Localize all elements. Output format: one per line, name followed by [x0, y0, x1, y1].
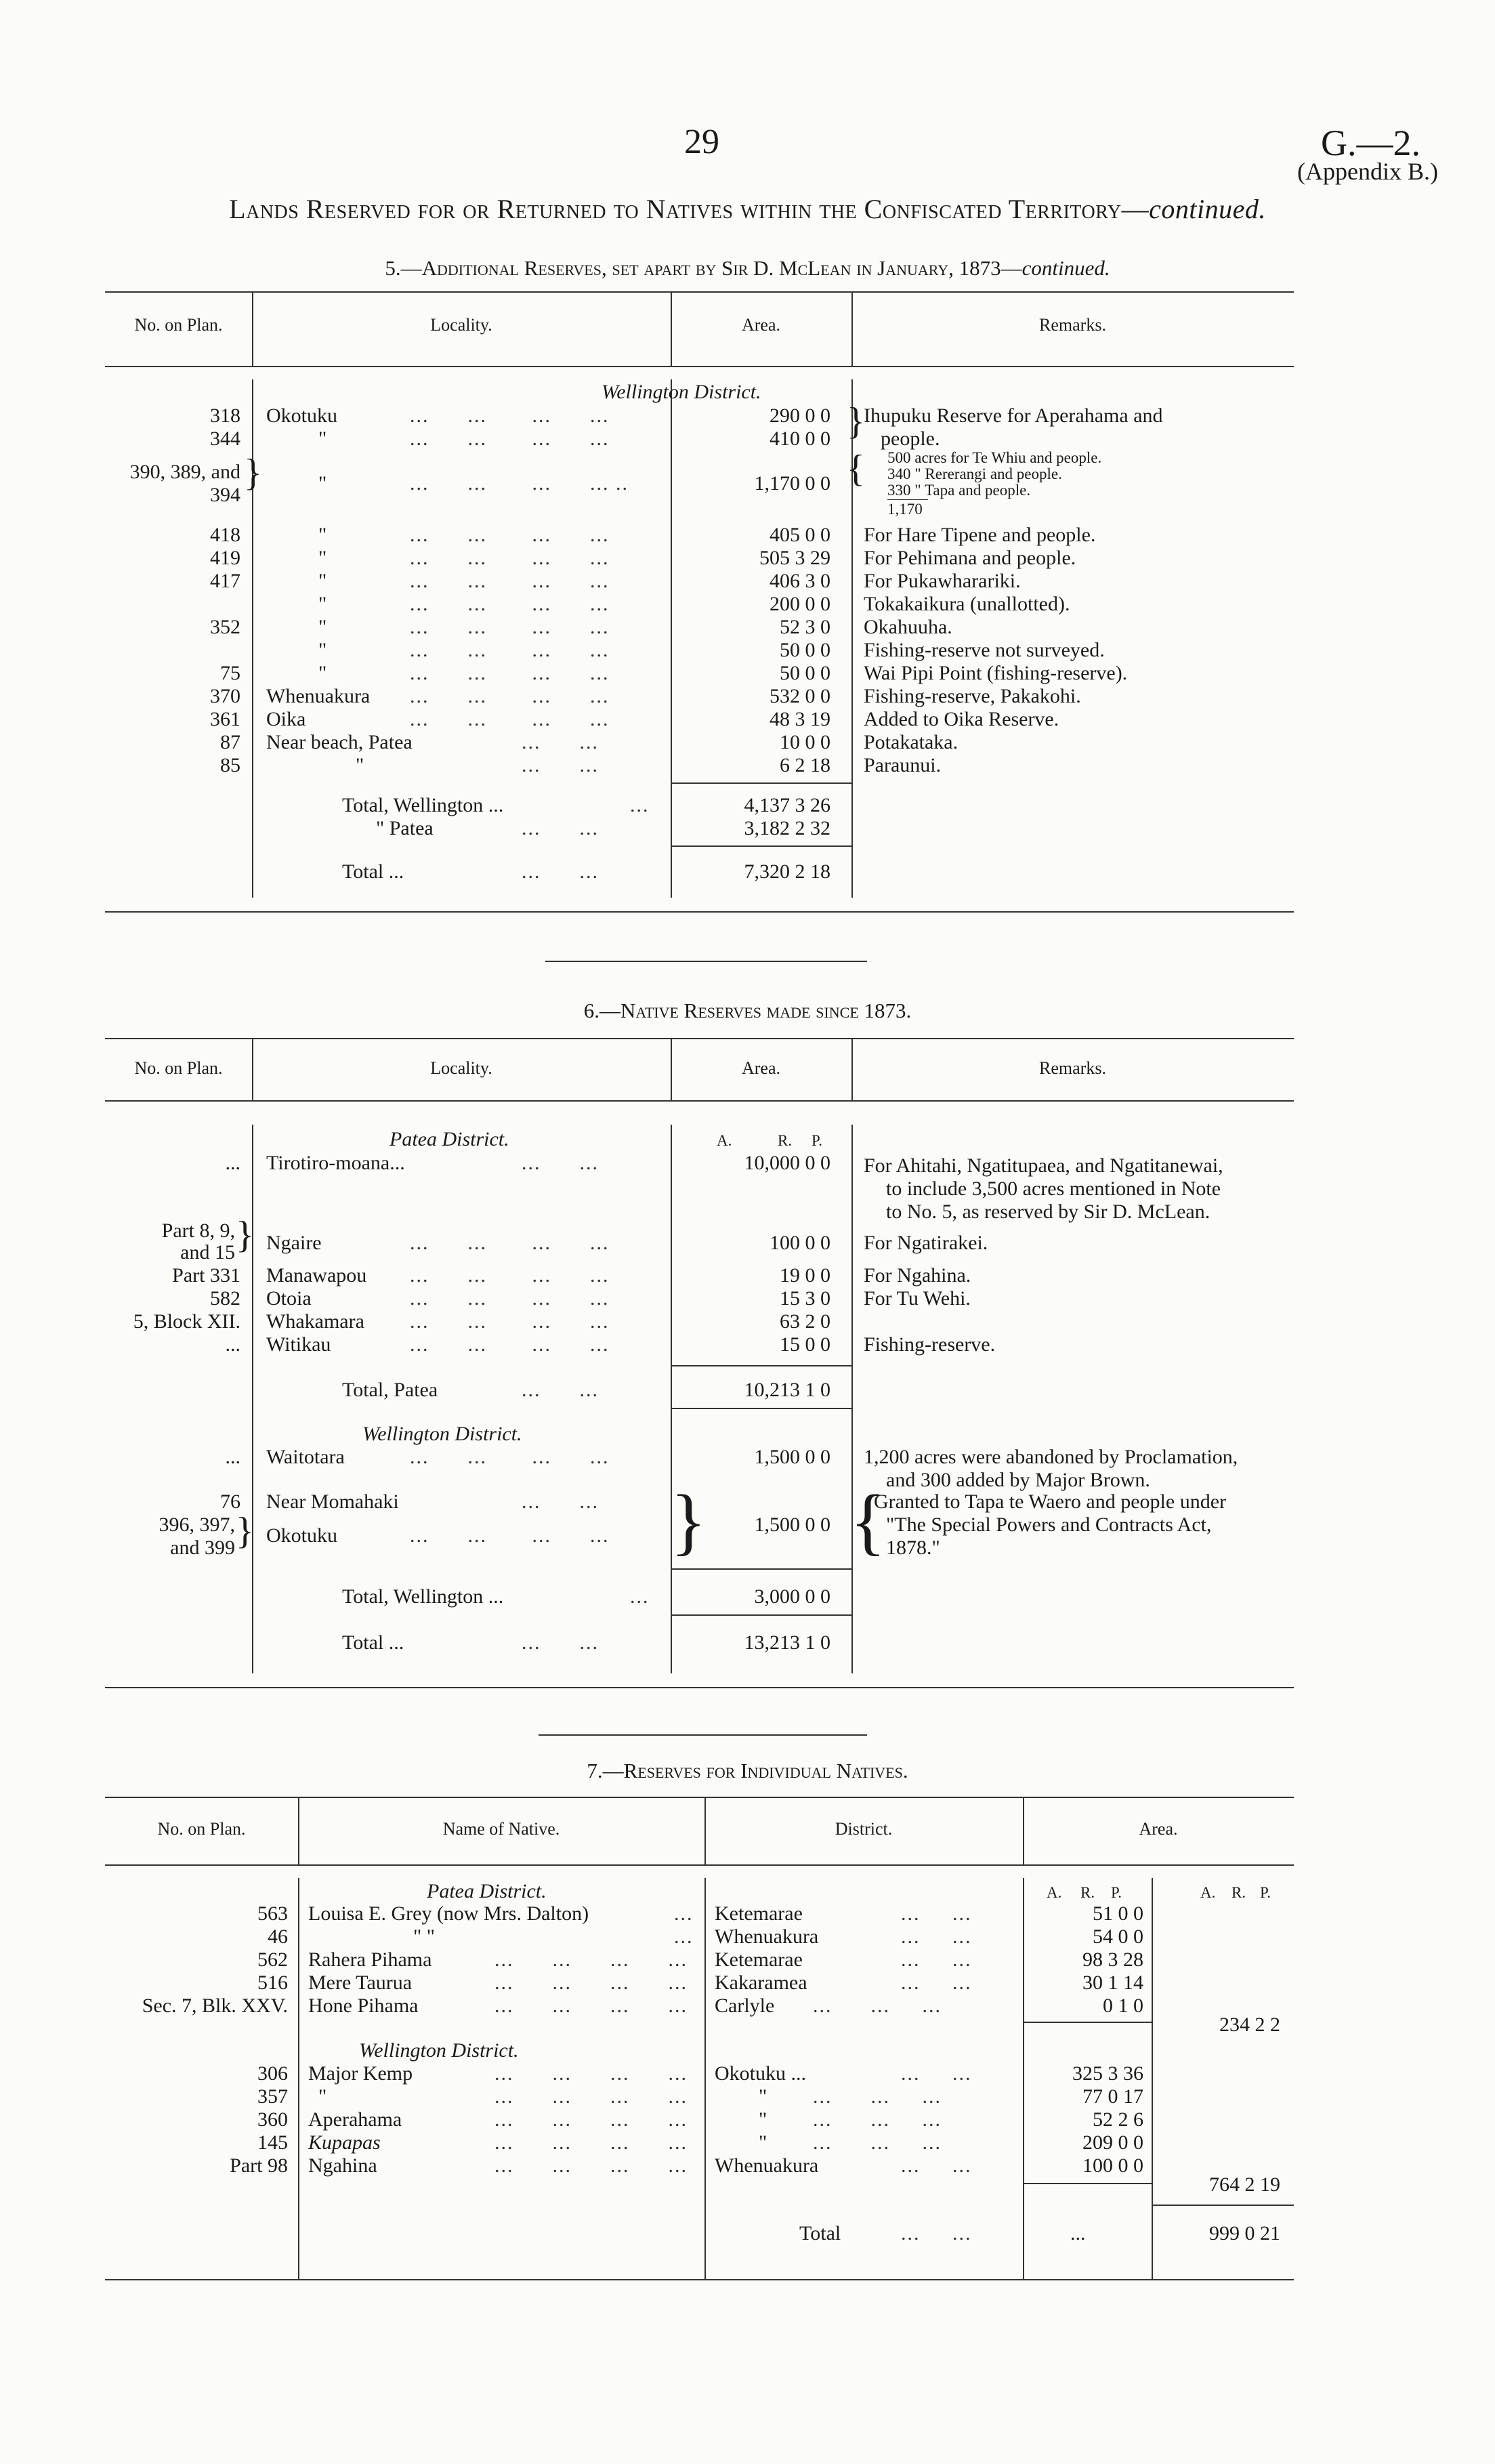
table-row-remark: Fishing-reserve not surveyed.	[864, 639, 1105, 661]
brace: }	[847, 400, 865, 442]
total-area: 10,213 1 0	[744, 1379, 830, 1401]
rule	[105, 1038, 1294, 1039]
leader-dots: ... ... ...	[813, 2085, 942, 2108]
table-row-area: 51 0 0	[1093, 1902, 1143, 1925]
divider	[671, 379, 672, 898]
section5-title: 5.—Additional Reserves, set apart by Sir D. McLean in January, 1873—continued.	[385, 256, 1110, 280]
leader-dots: ...	[674, 1902, 694, 1925]
total-area: 7,320 2 18	[744, 860, 830, 883]
table-row-area: 50 0 0	[780, 662, 830, 684]
leader-dots: ... ... ...	[813, 2131, 942, 2154]
table-row-area: 410 0 0	[770, 427, 830, 450]
table-row-locality: Near Momahaki	[266, 1490, 399, 1513]
col-header-locality: Locality.	[430, 315, 492, 335]
table-row-name: Major Kemp	[308, 2062, 413, 2085]
leader-dots: ... ...	[901, 1925, 972, 1948]
table-row-area: 1,170 0 0	[754, 472, 830, 495]
table-row-remark: Ihupuku Reserve for Aperahama and	[864, 404, 1163, 427]
table-row-plan: 87	[220, 731, 240, 753]
table-row-remark: For Ngatirakei.	[864, 1232, 988, 1254]
leader-dots: ... ... ... ...	[494, 2062, 688, 2085]
total-label: Total	[799, 2222, 841, 2244]
table-row-district: "	[759, 2131, 767, 2154]
leader-dots: ... ... ...	[813, 1995, 942, 2017]
brace: {	[850, 1480, 886, 1562]
rule	[105, 911, 1294, 913]
table-row-locality: Tirotiro-moana...	[266, 1152, 405, 1174]
rule	[671, 1568, 851, 1570]
table-row-area: 10 0 0	[780, 731, 830, 753]
table-row-district: Kakaramea	[715, 1971, 807, 1994]
rule	[887, 499, 928, 500]
table-row-area: 77 0 17	[1082, 2085, 1143, 2108]
area-unit-perches: P.	[1260, 1884, 1271, 1901]
table-row-plan: 562	[257, 1948, 288, 1971]
table-row-area: 505 3 29	[759, 547, 830, 569]
district-heading: Wellington District.	[602, 381, 761, 403]
rule	[671, 1408, 851, 1409]
table-row-name: Rahera Pihama	[308, 1948, 432, 1971]
table-row-district: Carlyle	[715, 1995, 775, 2017]
col-header-name: Name of Native.	[442, 1819, 560, 1839]
table-row-plan: 5, Block XII.	[133, 1310, 240, 1333]
table-row-locality: Whenuakura	[266, 685, 371, 707]
table-row-plan: 357	[257, 2085, 288, 2108]
table-row-locality: "	[318, 524, 327, 546]
leader-dots: ... ... ... ...	[494, 1995, 688, 2017]
table-row-area: 19 0 0	[780, 1264, 830, 1287]
table-row-locality: "	[318, 616, 327, 638]
area-unit-roods: R.	[1231, 1884, 1246, 1901]
table-row-name: Mere Taurua	[308, 1971, 413, 1994]
table-row-locality: Ngaire	[266, 1232, 322, 1254]
total-label: Total ...	[342, 860, 404, 883]
table-row-name: Ngahina	[308, 2154, 377, 2177]
total-area: 999 0 21	[1209, 2222, 1280, 2244]
leader-dots: ... ... ...	[813, 2108, 942, 2131]
rule	[671, 1614, 851, 1616]
table-row-plan: 418	[210, 524, 240, 546]
table-row-area: 325 3 36	[1072, 2062, 1143, 2085]
table-row-plan: 344	[210, 427, 240, 450]
table-row-remark: "The Special Powers and Contracts Act,	[886, 1513, 1212, 1536]
table-row-locality: "	[318, 570, 327, 592]
total-area: 13,213 1 0	[744, 1631, 830, 1654]
brace: }	[236, 1510, 254, 1552]
table-row-remark: For Hare Tipene and people.	[864, 524, 1096, 546]
col-header-plan: No. on Plan.	[157, 1819, 246, 1839]
leader-dots: ... ... ... ...	[494, 1971, 688, 1994]
table-row-name: Kupapas	[308, 2131, 381, 2154]
rule	[105, 1687, 1294, 1688]
area-unit-roods: R.	[1080, 1884, 1095, 1901]
col-header-area: Area.	[741, 315, 780, 335]
divider	[704, 1878, 706, 2279]
rule	[671, 845, 851, 847]
table-row-locality: Witikau	[266, 1333, 331, 1356]
area-unit-acres: A.	[1047, 1884, 1062, 1901]
leader-dots: ... ...	[901, 2154, 972, 2177]
leader-dots: ... ... ... ...	[494, 2154, 688, 2177]
table-row-locality: "	[356, 754, 364, 776]
table-row-area: 406 3 0	[770, 570, 830, 592]
leader-dots: ... ... ... ...	[410, 1524, 610, 1547]
table-row-remark: to include 3,500 acres mentioned in Note	[886, 1177, 1221, 1200]
rule	[1023, 2183, 1152, 2184]
table-row-plan: 145	[257, 2131, 288, 2154]
sub-note: 330 " Tapa and people.	[887, 482, 1031, 499]
leader-dots: ... ... ... ...	[410, 708, 610, 730]
leader-dots: ... ...	[522, 754, 599, 776]
table-row-area: 15 0 0	[780, 1333, 830, 1356]
leader-dots: ... ... ... ...	[410, 685, 610, 707]
table-row-plan: Part 331	[172, 1264, 240, 1287]
leader-dots: ... ...	[522, 731, 599, 753]
sub-note: 340 " Rererangi and people.	[887, 465, 1062, 482]
table-row-plan: and 399	[170, 1537, 235, 1559]
table-row-district: "	[759, 2085, 767, 2108]
table-row-locality: "	[318, 427, 327, 450]
divider	[851, 1125, 853, 1673]
col-header-area: Area.	[741, 1058, 780, 1078]
table-row-plan: 396, 397,	[159, 1513, 235, 1536]
table-row-locality: Near beach, Patea	[266, 731, 413, 753]
table-row-remark: 1878."	[886, 1537, 940, 1559]
table-row-plan: 390, 389, and	[129, 461, 240, 483]
total-area: 3,000 0 0	[754, 1585, 830, 1608]
divider	[671, 1125, 672, 1673]
table-row-plan: Sec. 7, Blk. XXV.	[142, 1995, 288, 2017]
table-row-remark: Added to Oika Reserve.	[864, 708, 1059, 730]
table-row-area: 98 3 28	[1082, 1948, 1143, 1971]
table-row-plan: 370	[210, 685, 240, 707]
appendix-label: (Appendix B.)	[1297, 158, 1438, 185]
table-row-district: Okotuku ...	[715, 2062, 806, 2085]
section6-title: 6.—Native Reserves made since 1873.	[583, 999, 912, 1022]
main-title: Lands Reserved for or Returned to Natives within the Confiscated Territory—continued.	[229, 194, 1266, 224]
rule	[105, 1100, 1294, 1102]
leader-dots: ... ...	[901, 2222, 972, 2244]
leader-dots: ...	[674, 1925, 694, 1948]
rule	[105, 366, 1294, 367]
leader-dots: ... ...	[522, 1379, 599, 1401]
table-row-plan: 394	[210, 484, 240, 506]
page-number: 29	[684, 123, 719, 161]
table-row-district: Ketemarae	[715, 1948, 803, 1971]
leader-dots: ... ... ... ...	[494, 2108, 688, 2131]
rule	[1023, 2022, 1152, 2023]
brace: }	[244, 452, 262, 494]
table-row-locality: Whakamara	[266, 1310, 364, 1333]
district-heading: Wellington District.	[362, 1423, 522, 1445]
table-row-plan: 318	[210, 404, 240, 427]
table-row-area: 1,500 0 0	[754, 1513, 830, 1536]
table-row-remark: Wai Pipi Point (fishing-reserve).	[864, 662, 1128, 684]
table-row-locality: "	[318, 547, 327, 569]
col-header-district: District.	[835, 1819, 893, 1839]
table-row-locality: Waitotara	[266, 1446, 345, 1468]
table-row-plan: 361	[210, 708, 240, 730]
col-header-plan: No. on Plan.	[134, 315, 223, 335]
col-header-remarks: Remarks.	[1039, 1058, 1106, 1078]
leader-dots: ... ...	[522, 817, 599, 839]
total-area: 4,137 3 26	[744, 794, 830, 816]
table-row-remark: Okahuuha.	[864, 616, 952, 638]
table-row-name: Aperahama	[308, 2108, 402, 2131]
table-row-name: Louisa E. Grey (now Mrs. Dalton)	[308, 1902, 589, 1925]
table-row-remark: Potakataka.	[864, 731, 959, 753]
total-dots: ...	[1070, 2222, 1086, 2244]
table-row-area: 532 0 0	[770, 685, 830, 707]
leader-dots: ... ... ... ...	[410, 593, 610, 615]
area-unit-perches: P.	[812, 1132, 822, 1149]
leader-dots: ... ...	[901, 2062, 972, 2085]
leader-dots: ... ... ... ...	[410, 1446, 610, 1468]
table-row-area: 48 3 19	[770, 708, 830, 730]
leader-dots: ... ... ... ...	[410, 1232, 610, 1254]
total-area: 3,182 2 32	[744, 817, 830, 839]
subtotal-area: 234 2 2	[1219, 2013, 1280, 2036]
leader-dots: ...	[630, 1585, 650, 1608]
leader-dots: ... ...	[901, 1948, 972, 1971]
leader-dots: ... ... ... ...	[410, 662, 610, 684]
table-row-area: 52 3 0	[780, 616, 830, 638]
leader-dots: ... ... ... ...	[410, 427, 610, 450]
leader-dots: ... ... ... ... ..	[410, 472, 629, 495]
table-row-area: 290 0 0	[770, 404, 830, 427]
brace: }	[236, 1214, 254, 1256]
area-unit-acres: A.	[717, 1132, 732, 1149]
area-unit-acres: A.	[1200, 1884, 1216, 1901]
separator-rule	[539, 1734, 867, 1736]
total-label: Total, Patea	[342, 1379, 438, 1401]
table-row-plan: and 15	[180, 1241, 235, 1264]
table-row-remark: to No. 5, as reserved by Sir D. McLean.	[886, 1200, 1210, 1223]
total-label: " Patea	[376, 817, 434, 839]
area-unit-perches: P.	[1111, 1884, 1122, 1901]
total-label: Total, Wellington ...	[342, 794, 504, 816]
table-row-plan: 76	[220, 1490, 240, 1513]
table-row-area: 200 0 0	[770, 593, 830, 615]
table-row-locality: "	[318, 639, 327, 661]
table-row-plan: Part 8, 9,	[161, 1219, 235, 1242]
rule	[105, 291, 1294, 293]
table-row-locality: Okotuku	[266, 404, 337, 427]
table-row-area: 1,500 0 0	[754, 1446, 830, 1468]
table-row-area: 405 0 0	[770, 524, 830, 546]
leader-dots: ... ...	[901, 1971, 972, 1994]
leader-dots: ... ...	[522, 1490, 599, 1513]
brace: }	[671, 1480, 707, 1562]
leader-dots: ...	[630, 794, 650, 816]
rule	[105, 2279, 1294, 2280]
table-row-plan: 75	[220, 662, 240, 684]
table-row-area: 100 0 0	[1082, 2154, 1143, 2177]
table-row-plan: ...	[225, 1333, 240, 1356]
table-row-remark: Paraunui.	[864, 754, 942, 776]
table-row-remark: For Pukawharariki.	[864, 570, 1021, 592]
table-row-plan: Part 98	[230, 2154, 288, 2177]
leader-dots: ... ...	[522, 1631, 599, 1654]
table-row-district: Whenuakura	[715, 2154, 819, 2177]
leader-dots: ... ...	[522, 1152, 599, 1174]
table-row-remark: people.	[881, 427, 940, 450]
col-header-locality: Locality.	[430, 1058, 492, 1078]
table-row-name: "	[318, 2085, 327, 2108]
table-row-area: 15 3 0	[780, 1287, 830, 1310]
subtotal-area: 764 2 19	[1209, 2173, 1280, 2196]
table-row-plan: 419	[210, 547, 240, 569]
table-row-area: 50 0 0	[780, 639, 830, 661]
table-row-plan: 352	[210, 616, 240, 638]
rule	[105, 1797, 1294, 1798]
table-row-plan: 563	[257, 1902, 288, 1925]
table-row-plan: 417	[210, 570, 240, 592]
leader-dots: ... ... ... ...	[494, 2131, 688, 2154]
table-row-locality: "	[318, 593, 327, 615]
sub-note: 500 acres for Te Whiu and people.	[887, 449, 1102, 466]
col-header-remarks: Remarks.	[1039, 315, 1106, 335]
table-row-remark: For Tu Wehi.	[864, 1287, 971, 1310]
table-row-remark: Fishing-reserve.	[864, 1333, 996, 1356]
separator-rule	[545, 961, 867, 962]
rule	[671, 1365, 851, 1366]
table-row-area: 100 0 0	[770, 1232, 830, 1254]
leader-dots: ... ... ... ...	[410, 1287, 610, 1310]
rule	[1152, 2205, 1294, 2206]
document-code: G.—2.	[1321, 123, 1420, 163]
table-row-remark: For Pehimana and people.	[864, 547, 1076, 569]
area-unit-roods: R.	[778, 1132, 793, 1149]
table-row-area: 52 2 6	[1093, 2108, 1143, 2131]
rule	[671, 782, 851, 784]
divider	[298, 1878, 299, 2279]
total-label: Total ...	[342, 1631, 404, 1654]
brace: {	[847, 448, 865, 490]
leader-dots: ... ... ... ...	[410, 570, 610, 592]
table-row-locality: "	[318, 662, 327, 684]
table-row-area: 209 0 0	[1082, 2131, 1143, 2154]
leader-dots: ... ... ... ...	[410, 547, 610, 569]
district-heading: Patea District.	[389, 1128, 509, 1150]
district-heading: Wellington District.	[359, 2039, 519, 2062]
leader-dots: ... ... ... ...	[410, 1264, 610, 1287]
leader-dots: ... ... ... ...	[494, 2085, 688, 2108]
district-heading: Patea District.	[427, 1880, 547, 1902]
table-row-locality: Manawapou	[266, 1264, 367, 1287]
leader-dots: ... ... ... ...	[494, 1948, 688, 1971]
table-row-locality: Oika	[266, 708, 306, 730]
table-row-district: "	[759, 2108, 767, 2131]
table-row-plan: 85	[220, 754, 240, 776]
divider	[1152, 1878, 1153, 2279]
table-row-area: 10,000 0 0	[744, 1152, 830, 1174]
table-row-remark: For Ngahina.	[864, 1264, 971, 1287]
table-row-area: 30 1 14	[1082, 1971, 1143, 1994]
leader-dots: ... ... ... ...	[410, 1333, 610, 1356]
table-row-area: 63 2 0	[780, 1310, 830, 1333]
total-label: Total, Wellington ...	[342, 1585, 504, 1608]
leader-dots: ... ...	[522, 860, 599, 883]
table-row-plan: 46	[268, 1925, 288, 1948]
divider	[252, 1125, 253, 1673]
sub-note: 1,170	[887, 501, 923, 518]
table-row-remark: and 300 added by Major Brown.	[886, 1469, 1150, 1491]
table-row-area: 0 1 0	[1103, 1995, 1143, 2017]
table-row-area: 54 0 0	[1093, 1925, 1143, 1948]
table-row-plan: ...	[225, 1152, 240, 1174]
table-row-plan: 582	[210, 1287, 240, 1310]
leader-dots: ... ... ... ...	[410, 524, 610, 546]
rule	[105, 1864, 1294, 1866]
table-row-district: Ketemarae	[715, 1902, 803, 1925]
col-header-area: Area.	[1139, 1819, 1178, 1839]
leader-dots: ... ... ... ...	[410, 616, 610, 638]
section7-title: 7.—Reserves for Individual Natives.	[587, 1759, 908, 1782]
table-row-plan: ...	[225, 1446, 240, 1468]
leader-dots: ... ... ... ...	[410, 1310, 610, 1333]
table-row-name: Hone Pihama	[308, 1995, 419, 2017]
table-row-name: " "	[413, 1925, 435, 1948]
leader-dots: ... ...	[901, 1902, 972, 1925]
table-row-remark: Granted to Tapa te Waero and people under	[874, 1490, 1227, 1513]
table-row-locality: Otoia	[266, 1287, 312, 1310]
leader-dots: ... ... ... ...	[410, 639, 610, 661]
table-row-locality: "	[318, 472, 327, 495]
table-row-district: Whenuakura	[715, 1925, 819, 1948]
table-row-remark: Fishing-reserve, Pakakohi.	[864, 685, 1081, 707]
table-row-plan: 516	[257, 1971, 288, 1994]
table-row-remark: Tokakaikura (unallotted).	[864, 593, 1070, 615]
table-row-locality: Okotuku	[266, 1524, 337, 1547]
leader-dots: ... ... ... ...	[410, 404, 610, 427]
table-row-plan: 306	[257, 2062, 288, 2085]
table-row-plan: 360	[257, 2108, 288, 2131]
table-row-remark: For Ahitahi, Ngatitupaea, and Ngatitanewai,	[864, 1154, 1223, 1177]
table-row-area: 6 2 18	[780, 754, 830, 776]
col-header-plan: No. on Plan.	[134, 1058, 223, 1078]
table-row-remark: 1,200 acres were abandoned by Proclamation,	[864, 1446, 1238, 1468]
